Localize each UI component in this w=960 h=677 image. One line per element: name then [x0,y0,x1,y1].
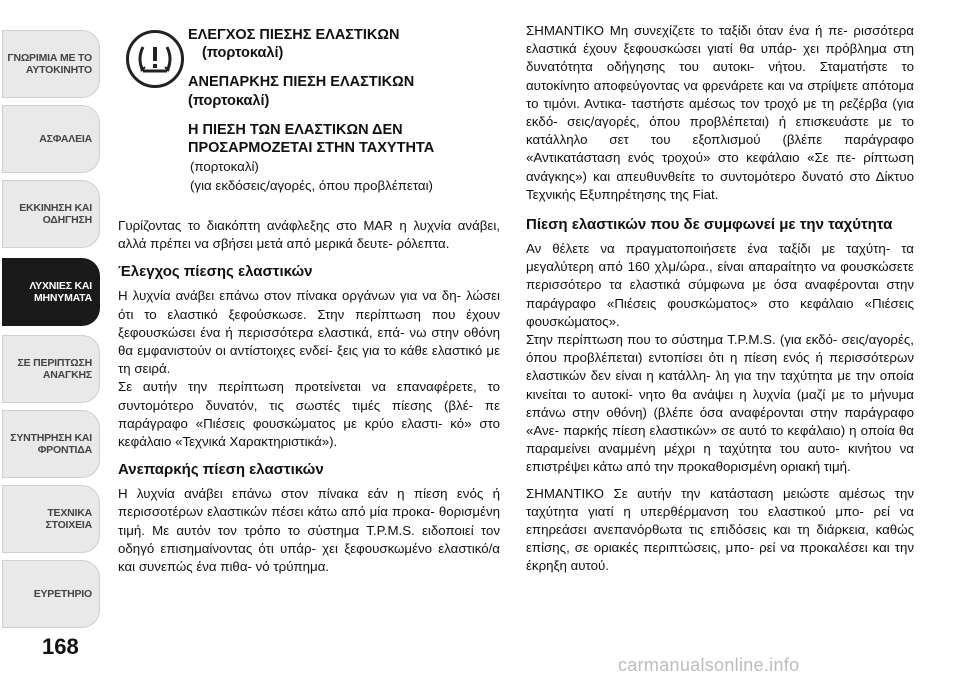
left-column [118,22,500,584]
paragraph: Σε αυτήν την περίπτωση προτείνεται να επαναφέρετε, το συντομότερο δυνατόν, τις σωστές τιμές πίεσης (βλέ- πε παράγραφο «Πιέσεις φουσκώματος με κρύο ελαστι- κό» στο κεφάλαιο «Τεχνικά Χαρακτηριστικά»). [118,379,500,450]
warning-title-2-color: (πορτοκαλί) [188,93,270,109]
tab-label: ΑΣΦΑΛΕΙΑ [39,133,92,145]
tab-safety[interactable] [2,105,100,173]
warning-title-2: ΑΝΕΠΑΡΚΗΣ ΠΙΕΣΗ ΕΛΑΣΤΙΚΩΝ [188,74,415,90]
warning-sub-versions: (για εκδόσεις/αγορές, όπου προβλέπεται) [190,178,433,193]
chapter-sidebar [0,0,105,677]
right-column [526,22,914,584]
tab-starting-driving[interactable] [2,180,100,248]
section-title-speed-pressure: Πίεση ελαστικών που δε συμφωνεί με την ταχύτητα [526,216,893,234]
warning-sub-color: (πορτοκαλί) [190,159,259,174]
paragraph: Η λυχνία ανάβει επάνω στον πίνακα οργάνων για να δη- λώσει ότι το ελαστικό ξεφούσκωσε. Στην περίπτωση που έχουν ξεφουσκώσει ένα ή περισσότερα ελαστικά, επά- νω στην οθόνη θα εμφανιστούν οι αντίστοιχες ενδεί- ξεις για το κάθε ελαστικό με τη σειρά. [118,288,500,377]
tab-label: ΣΕ ΠΕΡΙΠΤΩΣΗ ΑΝΑΓΚΗΣ [17,357,92,381]
tab-label: ΤΕΧΝΙΚΑ ΣΤΟΙΧΕΙΑ [45,507,92,531]
tab-warnings-messages[interactable] [2,258,100,326]
warning-title-1-color: (πορτοκαλί) [202,45,284,61]
tab-label: ΕΚΚΙΝΗΣΗ ΚΑΙ ΟΔΗΓΗΣΗ [19,202,92,226]
tab-label: ΣΥΝΤΗΡΗΣΗ ΚΑΙ ΦΡΟΝΤΙΔΑ [10,432,92,456]
tyre-pressure-warning-icon [126,30,184,88]
tab-getting-to-know[interactable] [2,30,100,98]
warning-light-block [118,22,500,217]
important-note: ΣΗΜΑΝΤΙΚΟ Μη συνεχίζετε το ταξίδι όταν ένα ή πε- ρισσότερα ελαστικά έχουν ξεφουσκώσει γιατί θα υπάρ- χει πρόβλημα στη δυνατότητα οδήγησης του αυτοκι- νήτου. Σταματήστε το αυτοκίνητο αποφεύγοντας να φρενάρετε και να στρίψετε απότομα το τιμόνι. Αντικα- ταστήστε αμέσως τον τροχό με τη ρεζέρβα (για εκδό- σεις/αγορές, όπου προβλέπεται) ή επισκευάστε με το κατάλληλο σετ του εξοπλισμού (βλέπε παράγραφο «Αντικατάσταση ενός τροχού» στο κεφάλαιο «Σε πε- ρίπτωση ανάγκης») και απευθυνθείτε το συντομότερο δυνατό στο Δίκτυο Τεχνικής Εξυπηρέτησης της Fiat. [526,23,914,202]
tab-technical-data[interactable] [2,485,100,553]
page-number: 168 [42,634,79,659]
paragraph: Αν θέλετε να πραγματοποιήσετε ένα ταξίδι με ταχύτη- τα μεγαλύτερη από 160 χλμ/ώρα., είναι απαραίτητο να φουσκώσετε περισσότερο τα ελαστικά σύμφωνα με όσα αναφέρονται στην παράγραφο «Πιέσεις φουσκώματος» στο κεφάλαιο «Πιέσεις φουσκώματος». [526,241,914,329]
tab-index[interactable] [2,560,100,628]
tab-emergency[interactable] [2,335,100,403]
tab-label: ΛΥΧΝΙΕΣ ΚΑΙ ΜΗΝΥΜΑΤΑ [29,280,92,304]
warning-title-3b: ΠΡΟΣΑΡΜΟΖΕΤΑΙ ΣΤΗΝ ΤΑΧΥΤΗΤΑ [188,140,435,156]
tab-label: ΕΥΡΕΤΗΡΙΟ [33,588,92,600]
tab-maintenance[interactable] [2,410,100,478]
important-note: ΣΗΜΑΝΤΙΚΟ Σε αυτήν την κατάσταση μειώστε αμέσως την ταχύτητα γιατί η υπερθέρμανση του ελαστικού μπο- ρεί να επηρεάσει ανεπανόρθωτα τις επιδόσεις και τη διάρκεια, καθώς επίσης, σε οριακές περιπτώσεις, μπο- ρεί να προκαλέσει και την έκρηξη αυτού. [526,485,914,574]
intro-paragraph: Γυρίζοντας το διακόπτη ανάφλεξης στο MAR η λυχνία ανάβει, αλλά πρέπει να σβήσει μετά από μερικά δευτε- ρόλεπτα. [118,218,500,252]
warning-title-3: Η ΠΙΕΣΗ ΤΩΝ ΕΛΑΣΤΙΚΩΝ ΔΕΝ [188,122,403,138]
tab-label: ΓΝΩΡΙΜΙΑ ΜΕ ΤΟ ΑΥΤΟΚΙΝΗΤΟ [7,52,92,76]
section-title-pressure-check: Έλεγχος πίεσης ελαστικών [118,263,313,281]
watermark: carmanualsonline.info [618,655,800,675]
warning-title-1: ΕΛΕΓΧΟΣ ΠΙΕΣΗΣ ΕΛΑΣΤΙΚΩΝ [188,27,400,43]
paragraph: Στην περίπτωση που το σύστημα T.P.M.S. (για εκδό- σεις/αγορές, όπου προβλέπεται) εντοπίσει ότι η πίεση ενός ή περισσότερων ελαστικών δεν είναι η κατάλλη- λη για την ταχύτητα με την οποία κινείται το αυτοκί- νητο θα ανάψει η λυχνία (μαζί με το μήνυμα επάνω στην οθόνη) (βλέπε όσα αναφέρονται στην παράγραφο «Ανε- παρκής πίεση ελαστικών» σε αυτό το κεφάλαιο) η οποία θα παραμείνει αναμμένη μέχρι η ταχύτητα του αυτο- κινήτου να επιστρέψει κάτω από την προκαθορισμένη οριακή τιμή. [526,332,914,475]
section-title-insufficient-pressure: Ανεπαρκής πίεση ελαστικών [118,461,324,479]
paragraph: Η λυχνία ανάβει επάνω στον πίνακα εάν η πίεση ενός ή περισσοτέρων ελαστικών πέσει κάτω από μία προκα- θορισμένη τιμή. Με αυτόν τον τρόπο το σύστημα T.P.M.S. ειδοποιεί τον οδηγό επισημαίνοντας ότι υπάρ- χει ξεφουσκωμένο ελαστικό/α και συνεπώς ένα πιθα- νό τρύπημα. [118,486,500,575]
